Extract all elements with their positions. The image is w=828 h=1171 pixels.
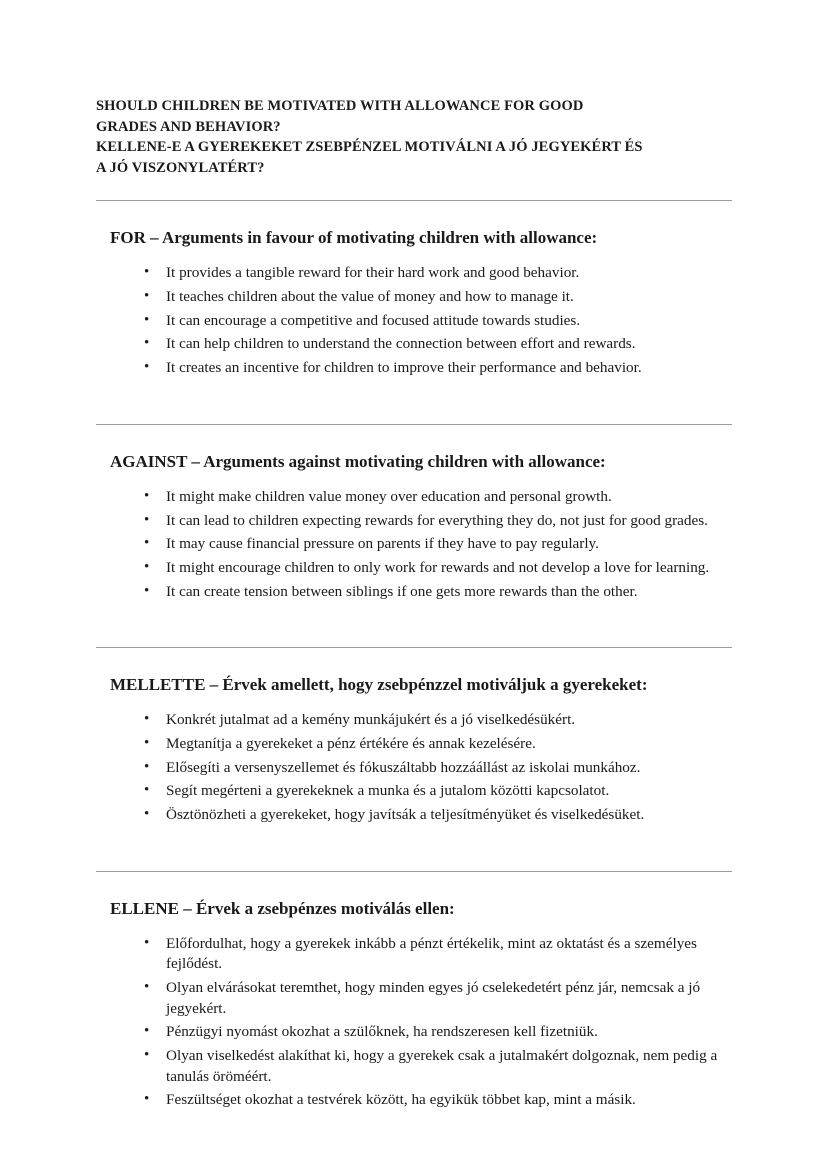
- section-heading-for: FOR – Arguments in favour of motivating children with allowance:: [110, 228, 598, 248]
- list-item: • It can encourage a competitive and focused attitude towards studies.: [144, 311, 732, 332]
- spacer: [96, 382, 732, 402]
- list-mellette: [96, 710, 732, 825]
- list-item: • Pénzügyi nyomást okozhat a szülőknek, ha rendszeresen kell fizetniük.: [144, 1022, 732, 1043]
- list-item: • It teaches children about the value of money and how to manage it.: [144, 287, 732, 308]
- section-heading-ellene: ELLENE – Érvek a zsebpénzes motiválás ellen:: [110, 898, 455, 918]
- section-for: [96, 227, 732, 378]
- list-item: • Feszültséget okozhat a testvérek között, ha egyikük többet kap, mint a másik.: [144, 1090, 732, 1111]
- list-item: • Segít megérteni a gyerekeknek a munka és a jutalom közötti kapcsolatot.: [144, 781, 732, 802]
- spacer: [96, 829, 732, 849]
- page-title-line-1: SHOULD CHILDREN BE MOTIVATED WITH ALLOWANCE FOR GOOD: [96, 98, 584, 114]
- list-item: • It may cause financial pressure on parents if they have to pay regularly.: [144, 534, 732, 555]
- list-ellene: [96, 934, 732, 1111]
- page-title-line-3: KELLENE-E A GYEREKEKET ZSEBPÉNZEL MOTIVÁLNI A JÓ JEGYEKÉRT ÉS: [96, 139, 643, 156]
- page-title-line-2: GRADES AND BEHAVIOR?: [96, 118, 281, 135]
- list-item: • It can lead to children expecting rewards for everything they do, not just for good grades.: [144, 511, 732, 532]
- list-item: • It provides a tangible reward for their hard work and good behavior.: [144, 263, 732, 284]
- spacer: [96, 605, 732, 625]
- section-heading-against: AGAINST – Arguments against motivating children with allowance:: [110, 451, 606, 471]
- section-against: [96, 451, 732, 602]
- section-divider: [96, 200, 732, 201]
- list-item: • Konkrét jutalmat ad a kemény munkájukért és a jó viselkedésükért.: [144, 710, 732, 731]
- list-item: • Megtanítja a gyerekeket a pénz értékére és annak kezelésére.: [144, 734, 732, 755]
- section-ellene: [96, 898, 732, 1111]
- section-divider: [96, 871, 732, 872]
- list-item: • It can create tension between siblings if one gets more rewards than the other.: [144, 582, 732, 603]
- list-item: • Olyan viselkedést alakíthat ki, hogy a gyerekek csak a jutalmakért dolgoznak, nem pedig a tanulás öröméért.: [144, 1046, 732, 1087]
- list-for: [96, 263, 732, 378]
- list-item: • Olyan elvárásokat teremthet, hogy minden egyes jó cselekedetért pénz jár, nemcsak a jó jegyekért.: [144, 978, 732, 1019]
- section-divider: [96, 647, 732, 648]
- list-item: • It can help children to understand the connection between effort and rewards.: [144, 334, 732, 355]
- list-against: [96, 487, 732, 602]
- list-item: • It might make children value money over education and personal growth.: [144, 487, 732, 508]
- section-divider: [96, 424, 732, 425]
- section-mellette: [96, 674, 732, 825]
- list-item: • It might encourage children to only work for rewards and not develop a love for learning.: [144, 558, 732, 579]
- list-item: • Elősegíti a versenyszellemet és fókuszáltabb hozzáállást az iskolai munkához.: [144, 758, 732, 779]
- page-title-line-4: A JÓ VISZONYLATÉRT?: [96, 159, 265, 176]
- list-item: • It creates an incentive for children to improve their performance and behavior.: [144, 358, 732, 379]
- list-item: • Ösztönözheti a gyerekeket, hogy javítsák a teljesítményüket és viselkedésüket.: [144, 805, 732, 826]
- page-title: [96, 96, 732, 178]
- section-heading-mellette: MELLETTE – Érvek amellett, hogy zsebpénzzel motiváljuk a gyerekeket:: [110, 675, 648, 695]
- list-item: • Előfordulhat, hogy a gyerekek inkább a pénzt értékelik, mint az oktatást és a személyes fejlődést.: [144, 934, 732, 975]
